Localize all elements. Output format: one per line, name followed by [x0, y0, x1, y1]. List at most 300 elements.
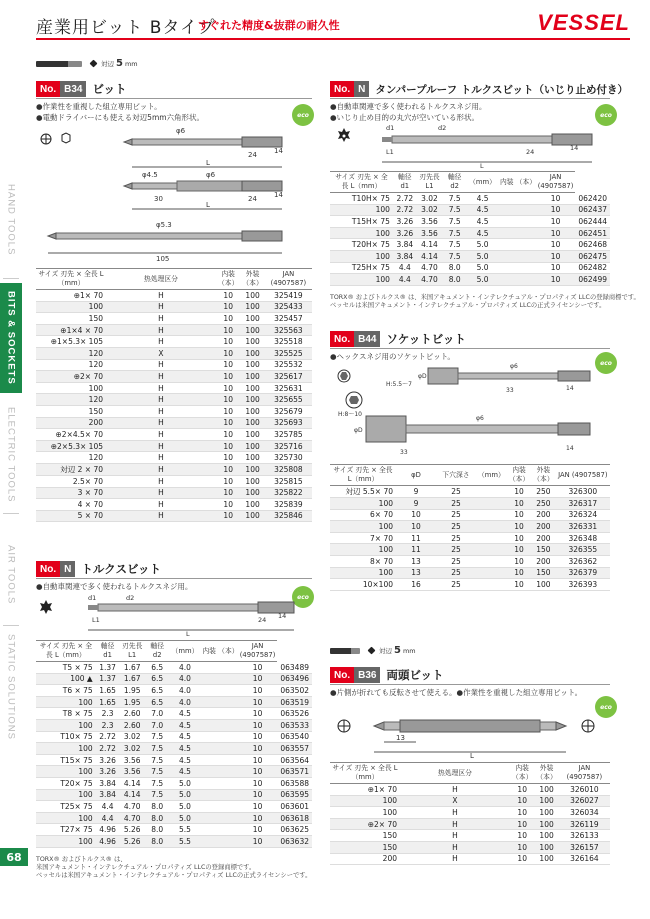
product-code: N: [60, 561, 75, 577]
table-cell: 8.0: [442, 262, 467, 274]
table-cell: 7.5: [145, 789, 170, 801]
table-cell: 5.26: [119, 824, 144, 836]
svg-text:24: 24: [258, 616, 267, 624]
table-cell: 250: [531, 498, 555, 510]
table-row: [36, 324, 312, 336]
section-title: タンパープルーフ トルクスビット（いじり止め付き）: [375, 83, 629, 96]
col-header: 内装 （本）: [507, 465, 531, 486]
spacer-cell: [498, 193, 536, 205]
table-cell: 326157: [559, 841, 610, 853]
table-cell: 100: [240, 463, 264, 475]
table-cell: 4.5: [170, 754, 201, 766]
table-cell: 25: [436, 567, 476, 579]
table-row: [330, 567, 610, 579]
header-rule: [36, 38, 630, 40]
svg-text:d2: d2: [126, 594, 135, 602]
table-cell: 10: [507, 544, 531, 556]
table-cell: 325693: [265, 417, 312, 429]
table-cell: 25: [436, 555, 476, 567]
size-cell: 100: [36, 743, 96, 755]
svg-text:φ6: φ6: [206, 171, 216, 179]
size-cell: T25× 75: [36, 801, 96, 813]
product-code: B34: [60, 81, 86, 97]
col-header: JAN (4907587): [556, 465, 610, 486]
table-cell: H: [106, 324, 216, 336]
svg-text:13: 13: [396, 734, 405, 742]
table-cell: 326331: [556, 521, 610, 533]
table-cell: 3.84: [393, 250, 417, 262]
table-cell: 5.0: [467, 250, 498, 262]
section-title: トルクスビット: [81, 562, 162, 576]
size-cell: 100: [330, 544, 396, 556]
col-header: 軸径 d2: [442, 172, 467, 193]
table-cell: X: [106, 347, 216, 359]
side-tab-air-tools[interactable]: AIR TOOLS: [5, 545, 17, 605]
table-cell: 2.72: [96, 731, 120, 743]
table-cell: 10: [507, 555, 531, 567]
table-cell: 100: [240, 394, 264, 406]
table-cell: 5.0: [170, 812, 201, 824]
col-header: サイズ 刃先 × 全長 L（mm）: [330, 763, 400, 784]
table-cell: 10: [216, 324, 240, 336]
svg-text:33: 33: [506, 387, 514, 394]
no-badge: No.: [330, 667, 354, 683]
table-cell: 10: [507, 509, 531, 521]
spacer-cell: [498, 204, 536, 216]
table-cell: 1.37: [96, 662, 120, 674]
spacer-cell: [476, 486, 507, 498]
size-cell: ⊕2× 70: [36, 371, 106, 383]
size-cell: 100: [36, 812, 96, 824]
table-cell: 100: [534, 830, 558, 842]
svg-text:L1: L1: [386, 148, 394, 156]
table-cell: 9: [396, 486, 436, 498]
table-cell: 9: [396, 498, 436, 510]
table-cell: 4.0: [170, 685, 201, 697]
table-cell: 4.5: [467, 204, 498, 216]
table-cell: 4.5: [170, 708, 201, 720]
table-cell: 4.14: [417, 250, 443, 262]
table-cell: 100: [240, 475, 264, 487]
table-row: [36, 313, 312, 325]
table-cell: 7.0: [145, 719, 170, 731]
table-cell: 10: [238, 708, 278, 720]
spacer-cell: [498, 250, 536, 262]
col-header: 内装 （本）: [510, 763, 534, 784]
table-cell: 10: [238, 824, 278, 836]
table-cell: 7.5: [442, 193, 467, 205]
table-row: [36, 754, 312, 766]
table-cell: 10: [536, 227, 576, 239]
size-cell: 100: [330, 795, 400, 807]
table-cell: 10: [510, 795, 534, 807]
vessel-logo: VESSEL: [537, 10, 630, 35]
table-cell: 4.14: [119, 789, 144, 801]
table-cell: H: [106, 405, 216, 417]
torx-table: [36, 640, 312, 848]
table-cell: 100: [240, 510, 264, 522]
table-cell: 8.0: [145, 801, 170, 813]
table-cell: 063540: [277, 731, 312, 743]
svg-text:φ6: φ6: [510, 363, 518, 370]
table-cell: H: [400, 853, 510, 865]
size-cell: 100: [330, 250, 393, 262]
table-cell: 10: [216, 336, 240, 348]
col-header: サイズ 刃先 × 全長 L（mm）: [330, 172, 393, 193]
table-cell: 100: [534, 818, 558, 830]
table-cell: 2.60: [119, 719, 144, 731]
table-cell: 7.5: [145, 777, 170, 789]
svg-text:φ6: φ6: [476, 415, 484, 422]
table-cell: 10: [507, 498, 531, 510]
size-cell: 100: [330, 521, 396, 533]
size-cell: 6× 70: [330, 509, 396, 521]
table-cell: 7.5: [442, 250, 467, 262]
table-cell: 063526: [277, 708, 312, 720]
table-cell: 100: [534, 841, 558, 853]
spacer-cell: [476, 544, 507, 556]
spacer-cell: [498, 262, 536, 274]
table-cell: 10: [396, 521, 436, 533]
page-subtitle: すぐれた精度&抜群の耐久性: [198, 19, 340, 32]
table-cell: 5.0: [170, 789, 201, 801]
table-cell: 10: [238, 777, 278, 789]
table-cell: 11: [396, 544, 436, 556]
table-cell: 10: [507, 532, 531, 544]
table-cell: 10: [216, 440, 240, 452]
table-cell: 6.5: [145, 673, 170, 685]
table-cell: 13: [396, 555, 436, 567]
b36-table: [330, 762, 610, 865]
table-cell: 325822: [265, 487, 312, 499]
col-header: 下穴深さ: [436, 465, 476, 486]
table-cell: 326324: [556, 509, 610, 521]
size-cell: T6 × 75: [36, 685, 96, 697]
table-cell: 7.5: [442, 239, 467, 251]
table-cell: 100: [240, 452, 264, 464]
table-cell: H: [106, 382, 216, 394]
table-cell: 10: [536, 193, 576, 205]
table-row: [36, 382, 312, 394]
table-cell: 10: [238, 743, 278, 755]
col-header: サイズ 刃先 × 全長 L（mm）: [330, 465, 396, 486]
table-cell: 4.5: [170, 719, 201, 731]
table-cell: 10: [216, 417, 240, 429]
table-row: [36, 429, 312, 441]
svg-text:d2: d2: [438, 124, 447, 132]
table-cell: 063618: [277, 812, 312, 824]
table-cell: 326300: [556, 486, 610, 498]
table-cell: 100: [240, 499, 264, 511]
table-cell: 10: [238, 662, 278, 674]
table-cell: 062444: [575, 216, 610, 228]
hex-icon: [90, 60, 98, 68]
table-cell: 10: [507, 521, 531, 533]
table-row: [330, 818, 610, 830]
table-cell: 100: [240, 359, 264, 371]
svg-text:14: 14: [570, 144, 579, 152]
table-cell: 25: [436, 579, 476, 591]
table-cell: 10: [510, 818, 534, 830]
table-row: [36, 662, 312, 674]
table-row: [36, 487, 312, 499]
table-cell: 10: [396, 509, 436, 521]
size-cell: 150: [36, 313, 106, 325]
table-row: [330, 239, 610, 251]
table-cell: H: [400, 807, 510, 819]
table-row: [36, 452, 312, 464]
size-cell: ⊕2× 70: [330, 818, 400, 830]
b36-bullet: ●片側が折れても反転させて使える。●作業性を重視した組立専用ビット。: [330, 688, 583, 697]
no-badge: No.: [36, 81, 60, 97]
size-cell: 100 ▲: [36, 673, 96, 685]
table-cell: 326133: [559, 830, 610, 842]
table-row: [36, 835, 312, 847]
table-cell: 325730: [265, 452, 312, 464]
spacer-cell: [476, 579, 507, 591]
table-row: [330, 841, 610, 853]
table-cell: 10: [510, 784, 534, 796]
col-header: 外装 （本）: [531, 465, 555, 486]
size-cell: 8× 70: [330, 555, 396, 567]
table-cell: 063519: [277, 696, 312, 708]
size-cell: 2.5× 70: [36, 475, 106, 487]
table-cell: 3.26: [96, 766, 120, 778]
table-cell: H: [106, 440, 216, 452]
table-row: [330, 555, 610, 567]
table-cell: 063595: [277, 789, 312, 801]
table-cell: 10: [507, 579, 531, 591]
table-cell: H: [106, 510, 216, 522]
table-cell: H: [106, 313, 216, 325]
table-cell: 200: [531, 509, 555, 521]
table-cell: H: [106, 475, 216, 487]
table-row: [36, 696, 312, 708]
table-cell: 100: [240, 429, 264, 441]
table-cell: 326010: [559, 784, 610, 796]
table-cell: 063564: [277, 754, 312, 766]
table-cell: 063625: [277, 824, 312, 836]
size-cell: T27× 75: [36, 824, 96, 836]
table-row: [36, 824, 312, 836]
col-header: （mm）: [476, 465, 507, 486]
table-cell: 326027: [559, 795, 610, 807]
table-cell: 10: [216, 394, 240, 406]
col-header: JAN (4907587): [559, 763, 610, 784]
table-cell: 3.56: [417, 216, 443, 228]
size-cell: 100: [330, 227, 393, 239]
table-cell: 062482: [575, 262, 610, 274]
table-cell: 16: [396, 579, 436, 591]
table-cell: 8.0: [442, 274, 467, 286]
spacer-cell: [200, 708, 237, 720]
side-tab-static-solutions[interactable]: STATIC SOLUTIONS: [5, 634, 17, 740]
svg-text:14: 14: [274, 191, 283, 199]
table-cell: 1.37: [96, 673, 120, 685]
table-cell: 10: [238, 673, 278, 685]
table-cell: 25: [436, 532, 476, 544]
spacer-cell: [200, 835, 237, 847]
size-cell: T10H× 75: [330, 193, 393, 205]
table-row: [36, 475, 312, 487]
col-header: 軸径 d2: [145, 641, 170, 662]
svg-text:24: 24: [248, 151, 257, 159]
table-cell: 7.0: [145, 708, 170, 720]
table-cell: 062451: [575, 227, 610, 239]
svg-text:d1: d1: [386, 124, 395, 132]
table-cell: 3.26: [393, 216, 417, 228]
size-cell: ⊕1× 70: [330, 784, 400, 796]
table-cell: 10: [216, 510, 240, 522]
table-cell: 2.72: [393, 193, 417, 205]
side-tab-bits-sockets[interactable]: BITS & SOCKETS: [0, 283, 22, 393]
table-cell: 063632: [277, 835, 312, 847]
col-header: JAN (4907587): [265, 269, 312, 290]
size-cell: 100: [36, 835, 96, 847]
side-tab-hand-tools[interactable]: HAND TOOLS: [5, 184, 17, 256]
product-code: N: [354, 81, 369, 97]
size-cell: 100: [36, 382, 106, 394]
table-cell: 063557: [277, 743, 312, 755]
table-cell: 5.5: [170, 835, 201, 847]
table-row: [330, 784, 610, 796]
table-cell: 10: [216, 487, 240, 499]
table-cell: 100: [534, 807, 558, 819]
size-cell: T25H× 75: [330, 262, 393, 274]
page-title: 産業用ビット Bタイプ: [36, 18, 216, 38]
size-cell: 100: [36, 789, 96, 801]
table-cell: H: [400, 818, 510, 830]
torx-drawing: [36, 592, 312, 638]
section-rule: [36, 98, 312, 99]
table-cell: 10: [238, 731, 278, 743]
table-cell: H: [106, 452, 216, 464]
spacer-cell: [200, 696, 237, 708]
hex-spec: 対辺 5 mm: [36, 58, 138, 69]
table-cell: 326348: [556, 532, 610, 544]
side-divider: [3, 513, 19, 514]
table-cell: 250: [531, 486, 555, 498]
spacer-cell: [498, 274, 536, 286]
size-cell: 4 × 70: [36, 499, 106, 511]
table-cell: 3.84: [96, 777, 120, 789]
table-row: [36, 405, 312, 417]
table-row: [36, 719, 312, 731]
b44-bullet: ●ヘックスネジ用のソケットビット。: [330, 352, 455, 361]
table-cell: H: [106, 499, 216, 511]
table-cell: 325433: [265, 301, 312, 313]
table-cell: 4.5: [170, 731, 201, 743]
torx-note: 米国アキュメント・インテレクチュアル・プロパティズ LLCの登録商標です。: [36, 864, 256, 871]
size-cell: 120: [36, 347, 106, 359]
table-cell: 325419: [265, 290, 312, 302]
table-cell: 2.60: [119, 708, 144, 720]
col-header: 刃先長 L1: [119, 641, 144, 662]
table-row: [36, 301, 312, 313]
table-cell: 4.70: [119, 812, 144, 824]
table-cell: 10: [507, 486, 531, 498]
table-cell: 4.14: [417, 239, 443, 251]
table-cell: 4.96: [96, 824, 120, 836]
table-cell: 100: [240, 290, 264, 302]
bit-icon: [330, 648, 360, 654]
side-divider: [3, 278, 19, 279]
table-cell: 4.70: [417, 262, 443, 274]
table-cell: 5.0: [467, 274, 498, 286]
section-rule: [330, 348, 610, 349]
size-cell: ⊕2×5.3× 105: [36, 440, 106, 452]
table-row: [330, 193, 610, 205]
size-cell: 3 × 70: [36, 487, 106, 499]
table-cell: 326119: [559, 818, 610, 830]
eco-badge: eco: [292, 104, 314, 126]
table-cell: 326164: [559, 853, 610, 865]
table-cell: 4.70: [119, 801, 144, 813]
svg-text:14: 14: [274, 147, 283, 155]
table-row: [36, 463, 312, 475]
table-cell: H: [400, 830, 510, 842]
table-cell: 4.96: [96, 835, 120, 847]
size-cell: 対辺 5.5× 70: [330, 486, 396, 498]
table-cell: 325808: [265, 463, 312, 475]
table-cell: 10: [238, 812, 278, 824]
section-rule: [330, 684, 610, 685]
size-cell: T20H× 75: [330, 239, 393, 251]
size-cell: 120: [36, 359, 106, 371]
table-cell: 3.56: [119, 766, 144, 778]
table-cell: 5.5: [170, 824, 201, 836]
table-row: [36, 766, 312, 778]
spacer-cell: [200, 731, 237, 743]
tamper-bullet: ●自動車関連で多く使われるトルクスネジ用。: [330, 102, 487, 111]
table-cell: 4.4: [393, 274, 417, 286]
table-row: [330, 509, 610, 521]
hex-icon: [368, 647, 376, 655]
table-cell: 1.67: [119, 662, 144, 674]
svg-text:105: 105: [156, 255, 170, 263]
table-cell: 5.0: [170, 777, 201, 789]
table-cell: 10: [536, 250, 576, 262]
col-header: （mm）: [170, 641, 201, 662]
table-cell: 25: [436, 521, 476, 533]
table-cell: 200: [531, 555, 555, 567]
table-row: [36, 290, 312, 302]
svg-text:L: L: [470, 752, 474, 760]
size-cell: T15× 75: [36, 754, 96, 766]
table-cell: 100: [240, 347, 264, 359]
table-cell: 325839: [265, 499, 312, 511]
table-cell: 100: [240, 405, 264, 417]
svg-text:φD: φD: [354, 427, 363, 434]
spacer-cell: [200, 662, 237, 674]
eco-badge: eco: [595, 352, 617, 374]
table-cell: 4.0: [170, 662, 201, 674]
table-cell: 326379: [556, 567, 610, 579]
table-cell: 326034: [559, 807, 610, 819]
table-cell: 10: [216, 347, 240, 359]
table-cell: 325631: [265, 382, 312, 394]
table-cell: 100: [240, 371, 264, 383]
b34-bullet: ●電動ドライバーにも使える対辺5mm六角形状。: [36, 113, 205, 122]
size-cell: ⊕1×5.3× 105: [36, 336, 106, 348]
table-cell: 200: [531, 532, 555, 544]
side-tab-electric-tools[interactable]: ELECTRIC TOOLS: [5, 407, 17, 503]
tamper-bullet: ●いじり止め目的の丸穴が空いている形状。: [330, 113, 480, 122]
tamper-table: [330, 171, 610, 286]
table-cell: H: [400, 784, 510, 796]
table-cell: 325532: [265, 359, 312, 371]
table-cell: H: [106, 394, 216, 406]
